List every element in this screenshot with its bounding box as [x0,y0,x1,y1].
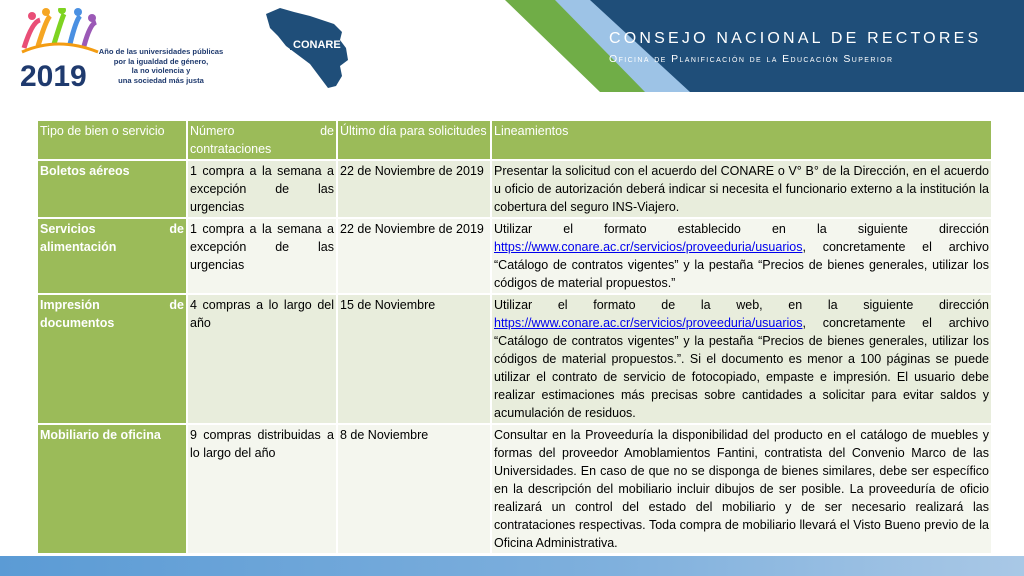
council-subtitle: Oficina de Planificación de la Educación Superior [609,53,894,65]
row-lineamientos [492,295,991,423]
row-ultimo: 15 de Noviembre [338,295,490,423]
council-title: CONSEJO NACIONAL DE RECTORES [609,30,982,47]
table-row [38,219,991,293]
row-numero: 9 compras distribuidas a lo largo del año [188,425,336,553]
lineamientos-text: Utilizar el formato establecido en la siguiente dirección [494,222,989,236]
header-lineamientos: Lineamientos [492,121,991,159]
header-numero: Número de contrataciones [188,121,336,159]
row-numero: 1 compra a la semana a excepción de las urgencias [188,219,336,293]
header-tipo: Tipo de bien o servicio [38,121,186,159]
map-label: CONARE [293,39,341,51]
row-numero: 1 compra a la semana a excepción de las urgencias [188,161,336,217]
row-ultimo: 8 de Noviembre [338,425,490,553]
row-tipo: Mobiliario de oficina [38,425,186,553]
logo-line: Año de las universidades públicas [98,47,224,56]
table-row [38,425,991,553]
row-tipo: Impresión de documentos [38,295,186,423]
logo-caption [96,47,226,85]
footer-bar [0,556,1024,576]
proveeduria-link[interactable]: https://www.conare.ac.cr/servicios/proveeduria/usuarios [494,240,803,254]
row-lineamientos: Presentar la solicitud con el acuerdo del CONARE o V° B° de la Dirección, en el acuerdo u oficio de autorización deberá indicar si necesita el funcionario externo a la institución la cobertura del seguro INS-Viajero. [492,161,991,217]
conare-map-logo [260,6,356,92]
costa-rica-map-icon [260,6,356,92]
logo-year: 2019 [20,60,87,90]
row-ultimo: 22 de Noviembre de 2019 [338,219,490,293]
proveeduria-link[interactable]: https://www.conare.ac.cr/servicios/proveeduria/usuarios [494,316,803,330]
table-header-row [38,121,991,159]
lineamientos-text: , concretamente el archivo “Catálogo de contratos vigentes” y la pestaña “Precios de bienes generales, utilizar los códigos de material propuestos.” [494,240,989,290]
table-row [38,295,991,423]
row-lineamientos [492,219,991,293]
row-lineamientos: Consultar en la Proveeduría la disponibilidad del producto en el catálogo de muebles y formas del proveedor Amoblamientos Fantini, contratista del Convenio Marco de las Universidades. En caso de que no se disponga de bienes similares, debe ser específico en la descripción del mobiliario incluir dibujos de ser posible. La proveeduría de oficio realizará un control del estado del mobiliario y de ser necesario realizará las contrataciones respectivas. Toda compra de mobiliario llevará el Visto Bueno previo de la Oficina Administrativa. [492,425,991,553]
lineamientos-text: , concretamente el archivo “Catálogo de contratos vigentes” y la pestaña “Precios de bienes generales, utilizar los códigos de material propuestos.”. Si el documento es menor a 100 páginas se puede utilizar el contrato de servicio de fotocopiado, empaste e impresión. El usuario debe realizar estimaciones más precisas sobre cantidades a solicitar para evitar saldos y acumulación de residuos. [494,316,989,420]
lineamientos-text: Utilizar el formato de la web, en la siguiente dirección [494,298,989,312]
footer-gradient [0,556,1024,576]
logo-line: una sociedad más justa [118,75,204,85]
logo-line: por la igualdad de género, [113,56,209,66]
row-numero: 4 compras a lo largo del año [188,295,336,423]
table-row [38,161,991,217]
page-header [0,0,1024,92]
logo-line: la no violencia y [131,66,191,75]
procurement-table [36,119,993,555]
row-tipo: Boletos aéreos [38,161,186,217]
row-tipo: Servicios de alimentación [38,219,186,293]
row-ultimo: 22 de Noviembre de 2019 [338,161,490,217]
header-ultimo: Último día para solicitudes [338,121,490,159]
